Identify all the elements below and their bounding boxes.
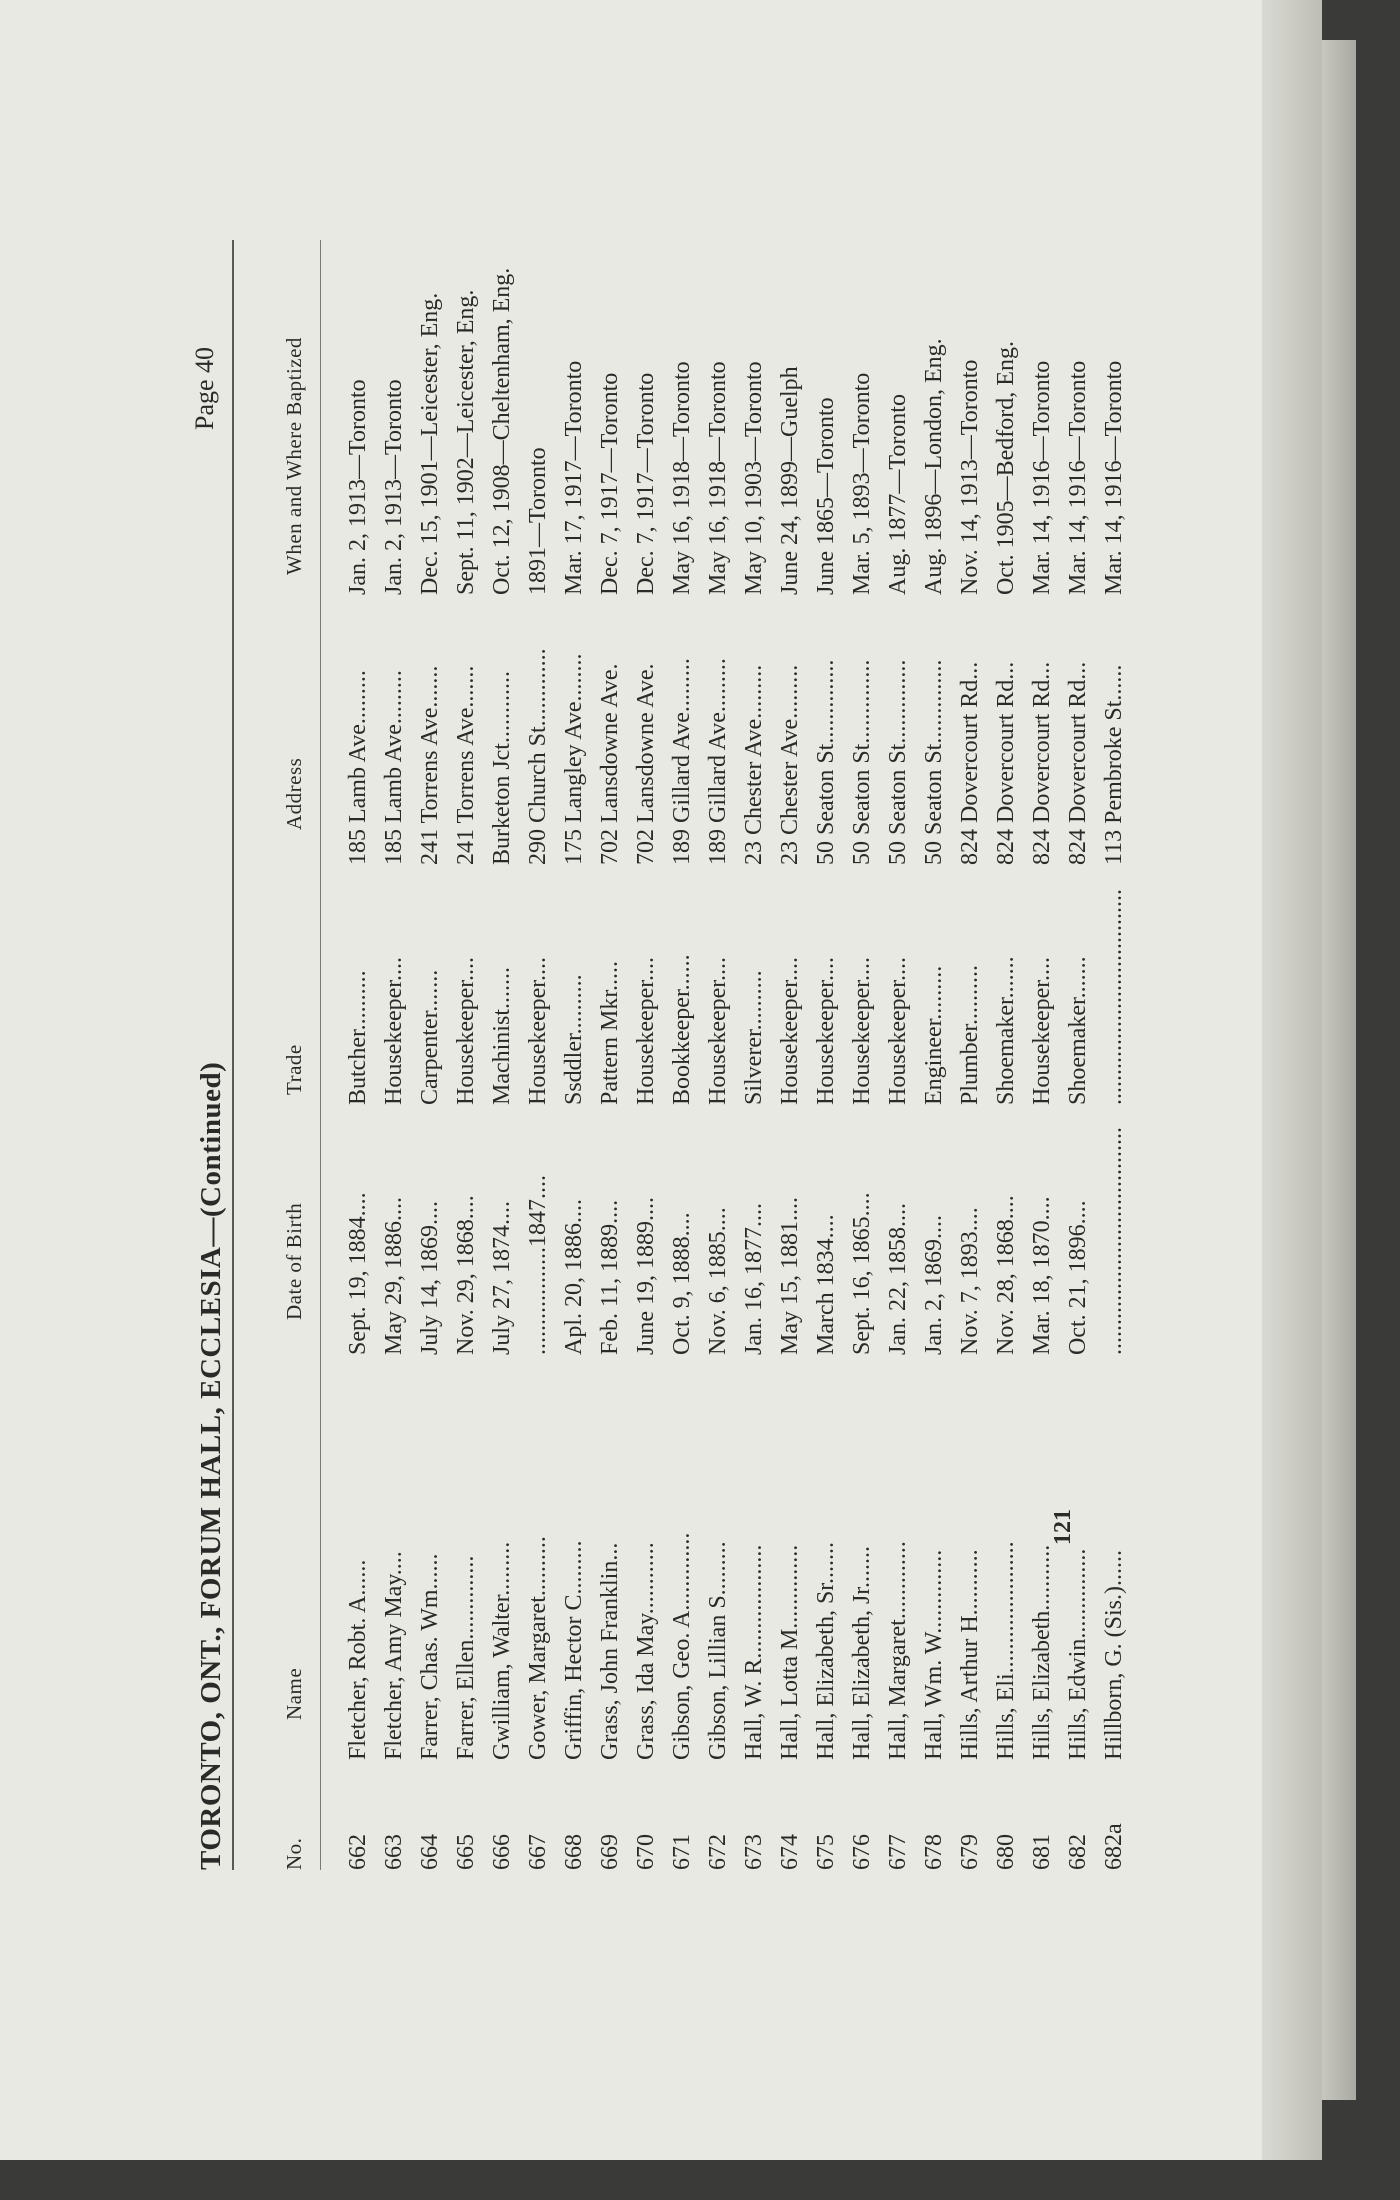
row-date-of-birth: Feb. 11, 1889.... [597,1199,623,1355]
row-trade: Housekeeper.... [705,957,731,1105]
table-row [1101,230,1137,1870]
row-trade: Housekeeper.... [1029,957,1055,1105]
row-trade: Carpenter....... [417,969,443,1105]
table-row [633,230,669,1870]
row-address: 189 Gillard Ave......... [705,658,731,865]
table-row [453,230,489,1870]
row-date-of-birth: Jan. 22, 1858.... [885,1203,911,1355]
table-row [957,230,993,1870]
row-name: Griffin, Hector C......... [561,1540,587,1760]
row-date-of-birth: Jan. 2, 1869.... [921,1215,947,1355]
row-name: Fletcher, Amy May.... [381,1551,407,1760]
row-trade: Engineer......... [921,965,947,1105]
table-row [885,230,921,1870]
row-date-of-birth: Sept. 19, 1884.... [345,1192,371,1355]
table-row [561,230,597,1870]
row-number: 663 [381,1834,407,1870]
row-address: 189 Gillard Ave......... [669,658,695,865]
table-row [525,230,561,1870]
row-trade: Silverer.......... [741,970,767,1105]
row-address: 290 Church St............. [525,648,551,865]
row-name: Hills, Eli...................... [993,1541,1019,1760]
row-address: 113 Pembroke St...... [1101,664,1127,865]
row-name: Grass, Ida May............ [633,1542,659,1760]
row-address: 175 Langley Ave........ [561,653,587,865]
row-when-where-baptized: Jan. 2, 1913—Toronto [345,379,371,595]
column-header-when-where: When and Where Baptized [282,337,306,575]
row-name: Grass, John Franklin... [597,1542,623,1760]
row-trade: Butcher.......... [345,970,371,1105]
table-row [597,230,633,1870]
row-number: 675 [813,1834,839,1870]
table-row [669,230,705,1870]
table-row [849,230,885,1870]
column-header-dob: Date of Birth [282,1202,306,1320]
row-address: 824 Dovercourt Rd... [993,661,1019,865]
header-rule [232,240,234,1870]
row-when-where-baptized: May 10, 1903—Toronto [741,361,767,595]
row-date-of-birth: March 1834.... [813,1214,839,1355]
header-bottom-rule [320,240,321,1870]
table-row [993,230,1029,1870]
row-when-where-baptized: May 16, 1918—Toronto [705,361,731,595]
row-when-where-baptized: May 16, 1918—Toronto [669,361,695,595]
row-when-where-baptized: Mar. 5, 1893—Toronto [849,372,875,595]
row-name: Hills, Arthur H........... [957,1549,983,1760]
table-row [381,230,417,1870]
row-number: 682a [1101,1823,1127,1870]
page-edge [1262,0,1322,2160]
row-name: Farrer, Ellen.............. [453,1555,479,1760]
row-trade: Housekeeper.... [849,957,875,1105]
row-address: 23 Chester Ave......... [777,664,803,865]
row-date-of-birth: May 29, 1886.... [381,1197,407,1355]
row-date-of-birth: Nov. 29, 1868.... [453,1195,479,1355]
row-number: 671 [669,1834,695,1870]
row-when-where-baptized: Aug. 1896—London, Eng. [921,338,947,595]
row-trade: Shoemaker....... [1065,956,1091,1105]
row-when-where-baptized: Dec. 7, 1917—Toronto [633,372,659,595]
row-number: 668 [561,1834,587,1870]
row-number: 677 [885,1834,911,1870]
page-title: TORONTO, ONT., FORUM HALL, ECCLESIA—(Continued) [195,1061,227,1870]
row-address: 824 Dovercourt Rd... [1065,661,1091,865]
row-trade: Bookkeeper...... [669,954,695,1105]
table-row [489,230,525,1870]
page-number: 121 [1050,1509,1076,1545]
row-date-of-birth: ...................................... [1101,1127,1127,1355]
row-number: 682 [1065,1834,1091,1870]
row-number: 667 [525,1834,551,1870]
row-number: 672 [705,1834,731,1870]
row-address: 241 Torrens Ave....... [417,665,443,865]
row-name: Fletcher, Robt. A...... [345,1559,371,1760]
row-name: Hall, Elizabeth, Jr....... [849,1546,875,1760]
row-date-of-birth: Oct. 21, 1896.... [1065,1200,1091,1355]
column-header-no: No. [282,1837,306,1870]
row-name: Gibson, Geo. A............. [669,1532,695,1760]
row-trade: Plumber.......... [957,964,983,1105]
row-name: Gower, Margaret.......... [525,1536,551,1760]
row-address: 50 Seaton St.............. [813,659,839,865]
row-when-where-baptized: June 24, 1899—Guelph [777,366,803,595]
row-address: 185 Lamb Ave......... [345,670,371,865]
row-date-of-birth: Nov. 7, 1893.... [957,1207,983,1355]
row-date-of-birth: ..................1847.... [525,1175,551,1355]
row-name: Gwilliam, Walter......... [489,1541,515,1760]
row-when-where-baptized: Oct. 1905—Bedford, Eng. [993,341,1019,595]
row-when-where-baptized: Aug. 1877—Toronto [885,394,911,595]
row-address: 50 Seaton St.............. [849,659,875,865]
row-name: Hillborn, G. (Sis.)...... [1101,1550,1127,1760]
row-when-where-baptized: Oct. 12, 1908—Cheltenham, Eng. [489,267,515,595]
row-name: Gibson, Lillian S......... [705,1541,731,1760]
row-trade: Housekeeper.... [633,957,659,1105]
row-when-where-baptized: 1891—Toronto [525,447,551,595]
row-number: 681 [1029,1834,1055,1870]
row-date-of-birth: May 15, 1881.... [777,1197,803,1355]
row-trade: Ssddler.......... [561,974,587,1105]
row-when-where-baptized: Jan. 2, 1913—Toronto [381,379,407,595]
row-number: 664 [417,1834,443,1870]
row-date-of-birth: July 27, 1874.... [489,1200,515,1355]
row-name: Hall, Margaret............. [885,1541,911,1760]
table-row [1029,230,1065,1870]
row-number: 676 [849,1834,875,1870]
table-row [1065,230,1101,1870]
row-number: 674 [777,1834,803,1870]
row-trade: Pattern Mkr..... [597,961,623,1105]
row-address: 23 Chester Ave......... [741,664,767,865]
row-date-of-birth: Jan. 16, 1877.... [741,1203,767,1355]
records-table [345,230,1137,1870]
row-address: Burketon Jct............ [489,671,515,865]
column-header-address: Address [282,757,306,830]
row-trade: Machinist....... [489,967,515,1105]
row-name: Hall, Elizabeth, Sr....... [813,1542,839,1760]
row-when-where-baptized: Dec. 15, 1901—Leicester, Eng. [417,292,443,595]
column-header-name: Name [282,1667,306,1720]
row-number: 678 [921,1834,947,1870]
row-when-where-baptized: Sept. 11, 1902—Leicester, Eng. [453,289,479,595]
row-name: Hall, Lotta M.............. [777,1544,803,1760]
row-when-where-baptized: Mar. 14, 1916—Toronto [1029,360,1055,595]
row-when-where-baptized: Mar. 14, 1916—Toronto [1101,360,1127,595]
row-number: 669 [597,1834,623,1870]
book-edge-shadow [1322,40,1356,2100]
row-date-of-birth: Mar. 18, 1870.... [1029,1196,1055,1355]
table-row [741,230,777,1870]
row-name: Farrer, Chas. Wm...... [417,1553,443,1760]
row-name: Hall, Wm. W.............. [921,1549,947,1760]
row-number: 680 [993,1834,1019,1870]
table-row [345,230,381,1870]
row-address: 185 Lamb Ave......... [381,670,407,865]
row-when-where-baptized: June 1865—Toronto [813,397,839,595]
row-name: Hills, Edwin............... [1065,1548,1091,1760]
row-date-of-birth: July 14, 1869.... [417,1200,443,1355]
page-label: Page 40 [190,346,219,430]
row-date-of-birth: Oct. 9, 1888.... [669,1212,695,1355]
row-number: 679 [957,1834,983,1870]
row-trade: Housekeeper.... [885,957,911,1105]
row-address: 50 Seaton St.............. [885,659,911,865]
row-when-where-baptized: Dec. 7, 1917—Toronto [597,372,623,595]
row-trade: Housekeeper.... [381,957,407,1105]
row-number: 666 [489,1834,515,1870]
row-number: 662 [345,1834,371,1870]
row-when-where-baptized: Nov. 14, 1913—Toronto [957,359,983,595]
row-date-of-birth: Sept. 16, 1865.... [849,1192,875,1355]
row-trade: Housekeeper.... [813,957,839,1105]
table-row [813,230,849,1870]
table-row [921,230,957,1870]
row-when-where-baptized: Mar. 17, 1917—Toronto [561,360,587,595]
table-row [417,230,453,1870]
row-name: Hall, W. R................... [741,1544,767,1760]
row-trade: Housekeeper.... [453,957,479,1105]
row-number: 665 [453,1834,479,1870]
row-address: 824 Dovercourt Rd... [957,661,983,865]
row-address: 824 Dovercourt Rd... [1029,661,1055,865]
row-address: 241 Torrens Ave....... [453,665,479,865]
row-when-where-baptized: Mar. 14, 1916—Toronto [1065,360,1091,595]
row-trade: .................................... [1101,889,1127,1105]
row-address: 50 Seaton St.............. [921,659,947,865]
row-address: 702 Lansdowne Ave. [633,663,659,865]
row-address: 702 Lansdowne Ave. [597,663,623,865]
row-date-of-birth: Nov. 6, 1885.... [705,1207,731,1355]
column-header-trade: Trade [282,1044,306,1095]
row-number: 670 [633,1834,659,1870]
row-date-of-birth: Nov. 28, 1868.... [993,1195,1019,1355]
row-trade: Housekeeper.... [525,957,551,1105]
row-date-of-birth: Apl. 20, 1886.... [561,1199,587,1355]
row-trade: Housekeeper.... [777,957,803,1105]
row-name: Hills, Elizabeth........... [1029,1544,1055,1760]
row-trade: Shoemaker....... [993,956,1019,1105]
row-number: 673 [741,1834,767,1870]
row-date-of-birth: June 19, 1889.... [633,1197,659,1355]
table-row [777,230,813,1870]
table-row [705,230,741,1870]
